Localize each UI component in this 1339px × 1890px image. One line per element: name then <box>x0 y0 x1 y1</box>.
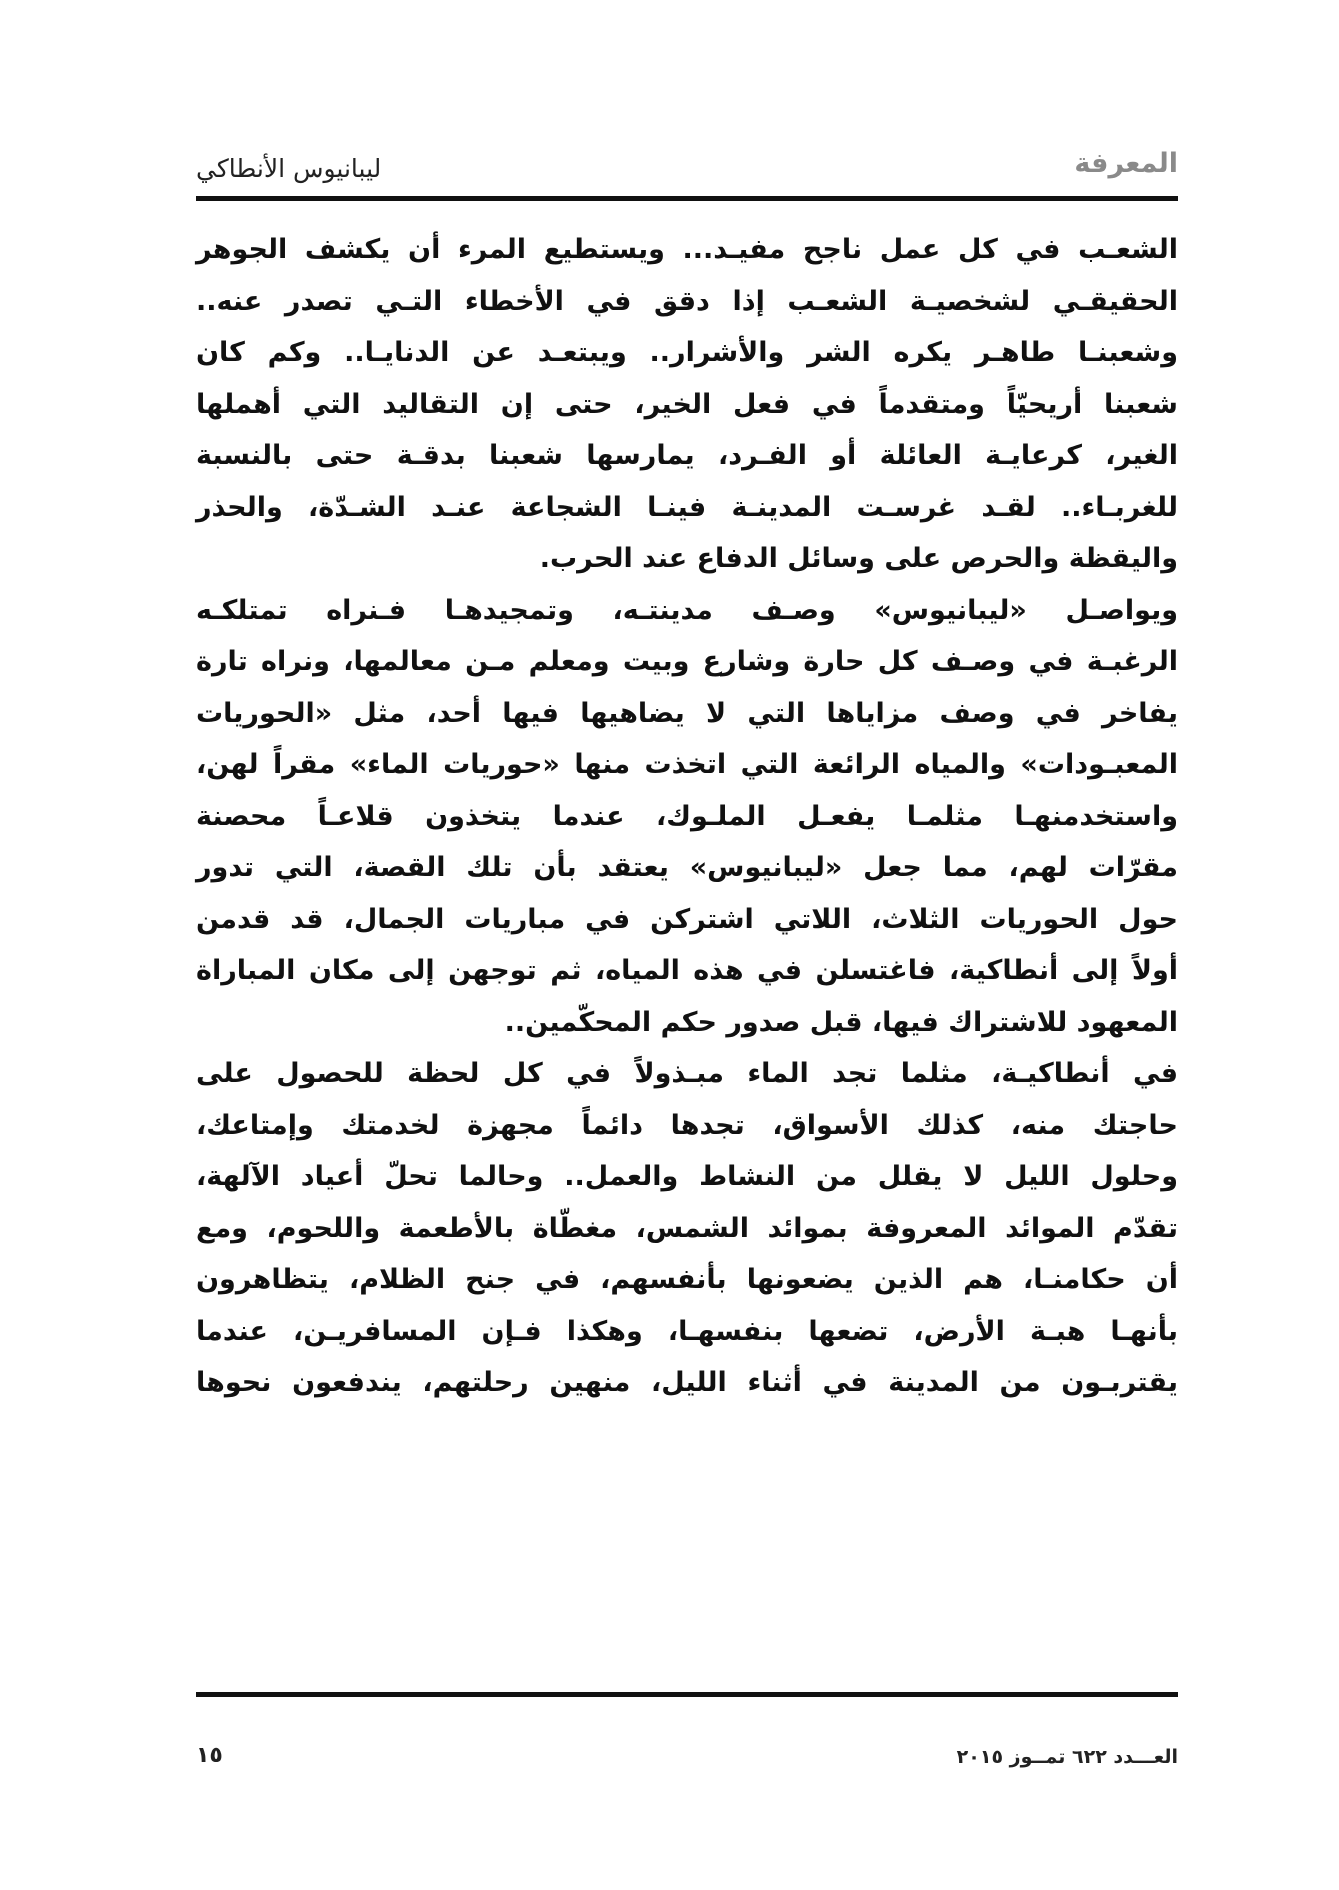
running-header <box>196 150 1178 194</box>
magazine-logo: المعرفة <box>1074 148 1178 179</box>
text-line: في أنطاكيـة، مثلما تجد الماء مبـذولاً في كل لحظة للحصول على <box>196 1058 1178 1089</box>
text-line: حول الحوريات الثلاث، اللاتي اشتركن في مباريات الجمال، قد قدمن <box>196 903 1178 935</box>
page-number: ١٥ <box>196 1743 223 1768</box>
text-line: تقدّم الموائد المعروفة بموائد الشمس، مغطّاة بالأطعمة واللحوم، ومع <box>196 1212 1178 1244</box>
text-line: وحلول الليل لا يقلل من النشاط والعمل.. وحالما تحلّ أعياد الآلهة، <box>196 1161 1178 1192</box>
text-line: أن حكامنـا، هم الذين يضعونها بأنفسهم، في جنح الظلام، يتظاهرون <box>196 1264 1178 1295</box>
footer-divider <box>196 1692 1178 1697</box>
header-divider <box>196 196 1178 201</box>
text-line: الحقيقـي لشخصيـة الشعـب إذا دقق في الأخطاء التـي تصدر عنه.. <box>196 285 1178 317</box>
issue-info: العـــدد ٦٢٢ تمــوز ٢٠١٥ <box>956 1746 1178 1768</box>
text-line: يقتربـون من المدينة في أثناء الليل، منهين رحلتهم، يندفعون نحوها <box>196 1367 1178 1398</box>
article-title: ليبانيوس الأنطاكي <box>196 154 382 183</box>
text-line: للغربـاء.. لقـد غرسـت المدينـة فينـا الشجاعة عنـد الشـدّة، والحذر <box>196 491 1178 523</box>
text-line: وشعبنـا طاهـر يكره الشر والأشرار.. ويبتعـد عن الدنايـا.. وكم كان <box>196 337 1178 368</box>
text-line: واليقظة والحرص على وسائل الدفاع عند الحرب. <box>539 543 1178 574</box>
text-line: شعبنا أريحيّاً ومتقدماً في فعل الخير، حتى إن التقاليد التي أهملها <box>196 388 1178 420</box>
text-line: حاجتك منه، كذلك الأسواق، تجدها دائماً مجهزة لخدمتك وإمتاعك، <box>196 1109 1178 1141</box>
text-line: بأنهـا هبـة الأرض، تضعها بنفسهـا، وهكذا فـإن المسافريـن، عندما <box>196 1315 1178 1347</box>
article-body <box>196 224 1178 1409</box>
text-line: الرغبـة في وصـف كل حارة وشارع وبيت ومعلم مـن معالمها، ونراه تارة <box>196 646 1178 677</box>
text-line: مقرّات لهم، مما جعل «ليبانيوس» يعتقد بأن تلك القصة، التي تدور <box>196 852 1178 883</box>
text-line: ويواصـل «ليبانيوس» وصـف مدينتـه، وتمجيدهـا فـنراه تمتلكـه <box>196 594 1178 626</box>
text-line: يفاخر في وصف مزاياها التي لا يضاهيها فيها أحد، مثل «الحوريات <box>196 697 1178 729</box>
text-line: أولاً إلى أنطاكية، فاغتسلن في هذه المياه، ثم توجهن إلى مكان المباراة <box>196 955 1178 986</box>
text-line: واستخدمنهـا مثلمـا يفعـل الملـوك، عندما يتخذون قلاعـاً محصنة <box>196 800 1178 832</box>
text-line: المعبـودات» والمياه الرائعة التي اتخذت منها «حوريات الماء» مقراً لهن، <box>196 749 1178 780</box>
running-footer <box>196 1743 1178 1786</box>
text-line: الشعـب في كل عمل ناجح مفيـد... ويستطيع المرء أن يكشف الجوهر <box>196 234 1178 265</box>
text-line: المعهود للاشتراك فيها، قبل صدور حكم المحكّمين.. <box>504 1006 1178 1038</box>
text-line: الغير، كرعايـة العائلة أو الفـرد، يمارسها شعبنا بدقـة حتى بالنسبة <box>196 440 1178 471</box>
